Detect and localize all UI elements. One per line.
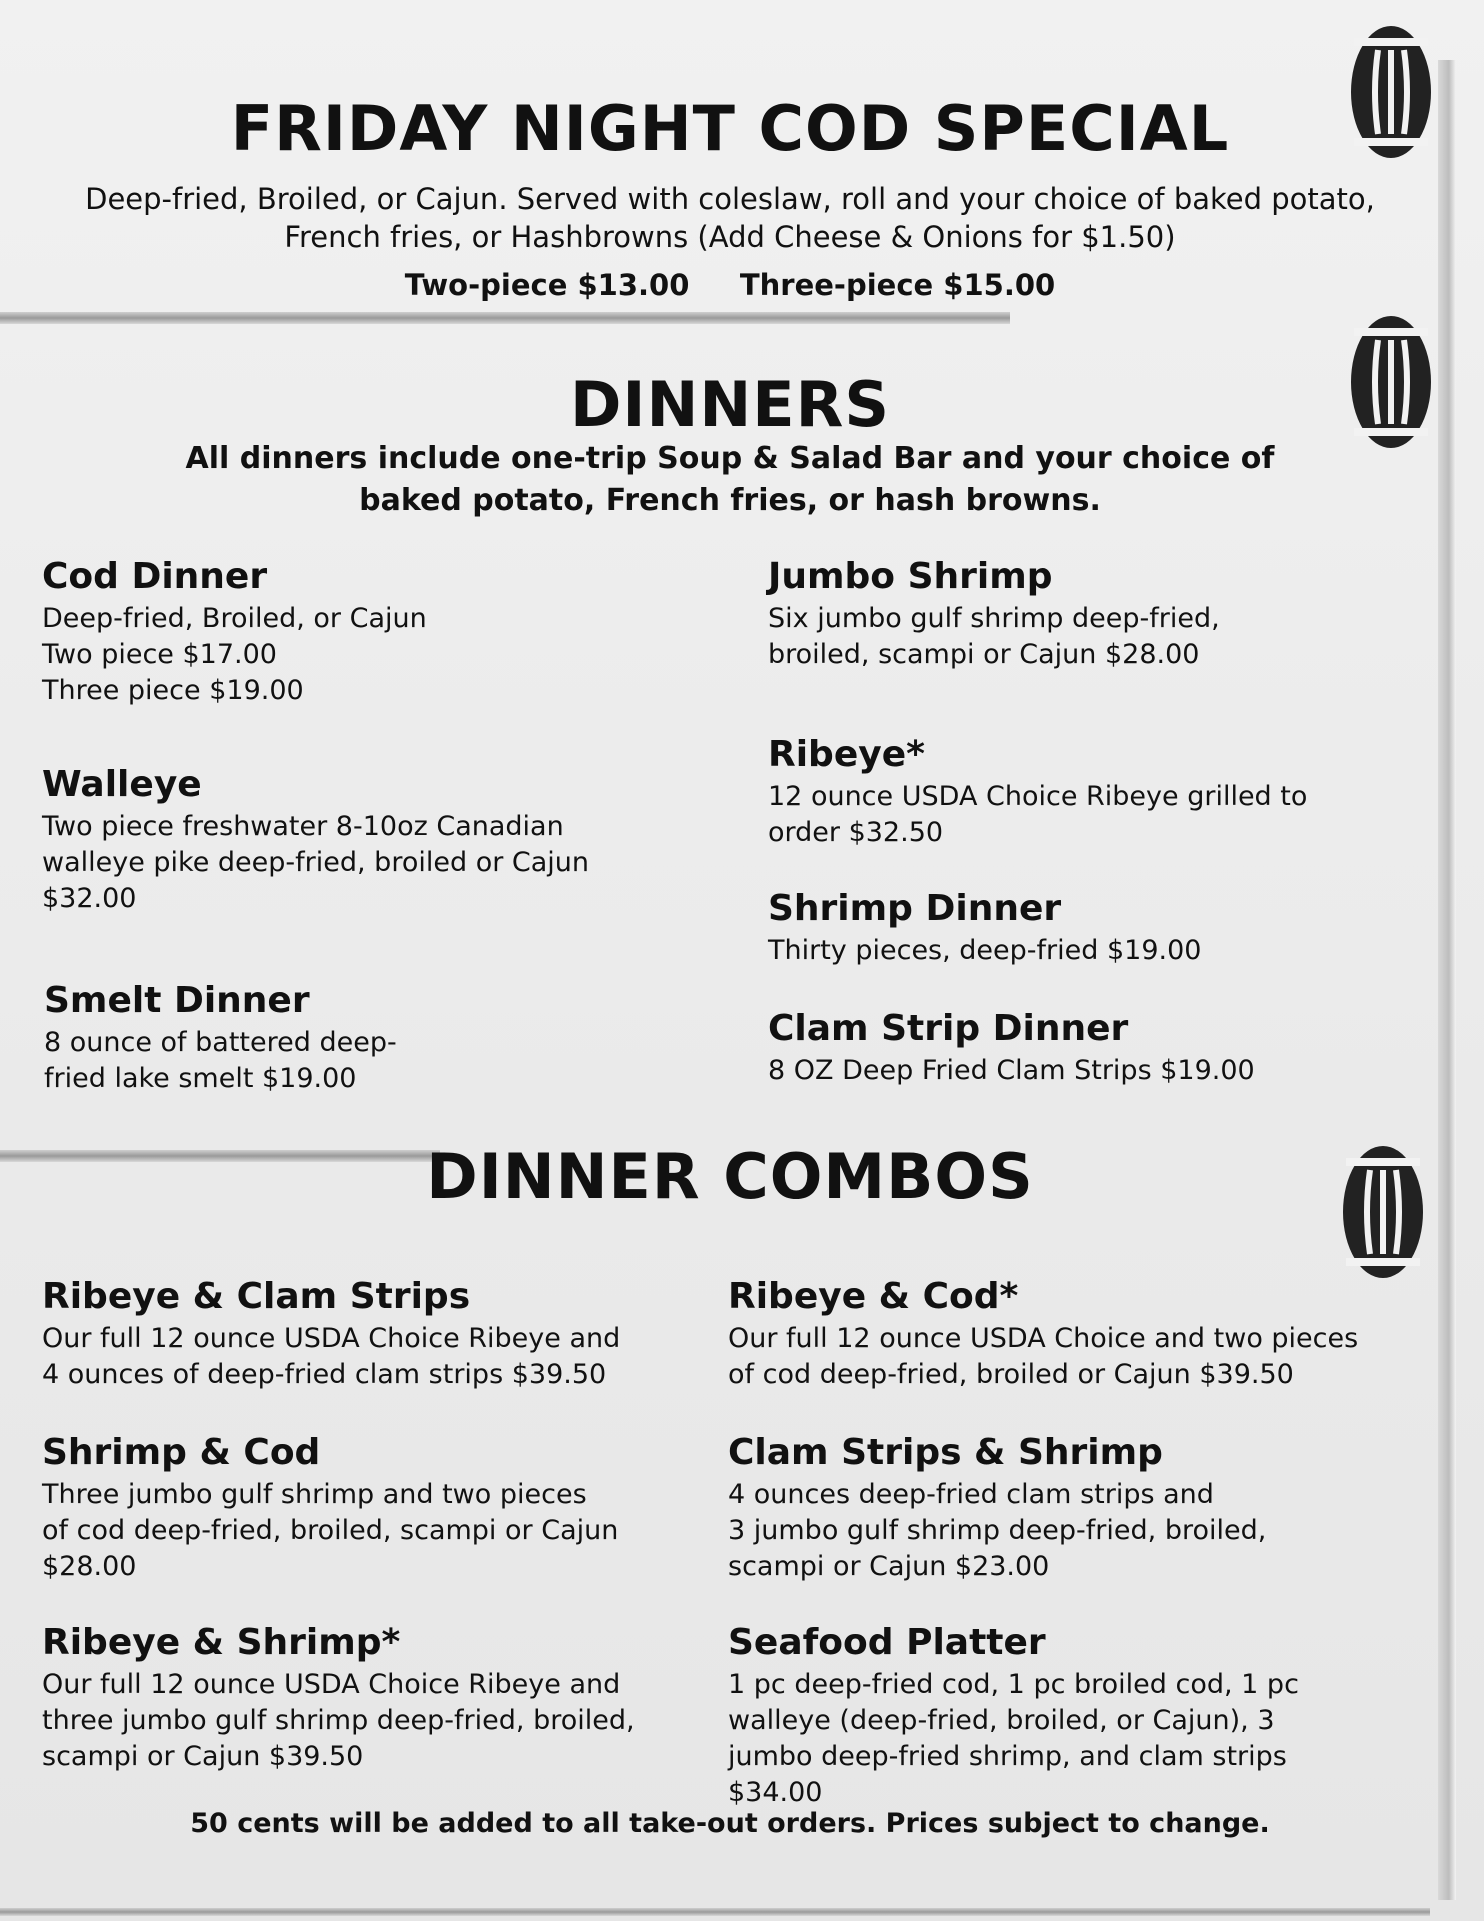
menu-item-cod-dinner	[42, 556, 642, 709]
item-description: Three jumbo gulf shrimp and two pieces of cod deep-fried, broiled, scampi or Cajun $28.00	[42, 1479, 619, 1582]
menu-item-shrimp-cod	[42, 1432, 642, 1585]
menu-item-clam-strip-dinner	[768, 1008, 1368, 1089]
menu-item-shrimp-dinner	[768, 888, 1368, 969]
item-name: Clam Strip Dinner	[768, 1008, 1129, 1049]
item-description: Deep-fried, Broiled, or Cajun Two piece $17.00 Three piece $19.00	[42, 603, 427, 706]
menu-item-smelt-dinner	[44, 980, 644, 1097]
price-two-piece: Two-piece $13.00	[404, 268, 690, 302]
item-name: Ribeye*	[768, 734, 925, 775]
menu-item-ribeye	[768, 734, 1368, 851]
menu-item-ribeye-clam-strips	[42, 1276, 642, 1393]
item-description: Our full 12 ounce USDA Choice Ribeye and three jumbo gulf shrimp deep-fried, broiled, scampi or Cajun $39.50	[42, 1669, 635, 1772]
item-description: Our full 12 ounce USDA Choice Ribeye and 4 ounces of deep-fried clam strips $39.50	[42, 1323, 621, 1390]
special-description: Deep-fried, Broiled, or Cajun. Served with coleslaw, roll and your choice of baked potato, French fries, or Hashbrowns (Add Cheese & Onions for $1.50)	[85, 182, 1375, 254]
divider	[0, 1908, 1430, 1916]
item-name: Clam Strips & Shrimp	[728, 1432, 1163, 1473]
takeout-notice: 50 cents will be added to all take-out orders. Prices subject to change.	[190, 1808, 1270, 1839]
combos-title: DINNER COMBOS	[426, 1140, 1034, 1213]
item-name: Shrimp & Cod	[42, 1432, 321, 1473]
item-description: 8 OZ Deep Fried Clam Strips $19.00	[768, 1055, 1255, 1086]
item-name: Walleye	[42, 764, 202, 805]
item-name: Seafood Platter	[728, 1622, 1046, 1663]
item-name: Ribeye & Clam Strips	[42, 1276, 471, 1317]
item-description: Two piece freshwater 8-10oz Canadian walleye pike deep-fried, broiled or Cajun $32.00	[42, 811, 590, 914]
item-description: Six jumbo gulf shrimp deep-fried, broiled, scampi or Cajun $28.00	[768, 603, 1220, 670]
dinners-title: DINNERS	[569, 368, 891, 441]
special-prices	[0, 268, 1460, 302]
item-name: Ribeye & Cod*	[728, 1276, 1019, 1317]
divider	[0, 312, 1010, 324]
special-title: FRIDAY NIGHT COD SPECIAL	[230, 92, 1230, 165]
item-name: Ribeye & Shrimp*	[42, 1622, 401, 1663]
item-name: Jumbo Shrimp	[768, 556, 1053, 597]
item-description: 8 ounce of battered deep- fried lake smelt $19.00	[44, 1027, 397, 1094]
menu-item-clam-strips-shrimp	[728, 1432, 1388, 1585]
menu-item-walleye	[42, 764, 642, 917]
page-edge	[1438, 60, 1456, 1900]
item-name: Smelt Dinner	[44, 980, 310, 1021]
item-description: 1 pc deep-fried cod, 1 pc broiled cod, 1 pc walleye (deep-fried, broiled, or Cajun), 3 jumbo deep-fried shrimp, and clam strips $34.00	[728, 1669, 1299, 1808]
item-description: 12 ounce USDA Choice Ribeye grilled to order $32.50	[768, 781, 1308, 848]
price-three-piece: Three-piece $15.00	[739, 268, 1056, 302]
item-description: Thirty pieces, deep-fried $19.00	[768, 935, 1202, 966]
menu-item-jumbo-shrimp	[768, 556, 1368, 673]
menu-item-ribeye-cod	[728, 1276, 1388, 1393]
item-description: 4 ounces deep-fried clam strips and 3 jumbo gulf shrimp deep-fried, broiled, scampi or Cajun $23.00	[728, 1479, 1267, 1582]
item-name: Shrimp Dinner	[768, 888, 1062, 929]
item-name: Cod Dinner	[42, 556, 268, 597]
menu-item-ribeye-shrimp	[42, 1622, 642, 1775]
item-description: Our full 12 ounce USDA Choice and two pieces of cod deep-fried, broiled or Cajun $39.50	[728, 1323, 1359, 1390]
menu-item-seafood-platter	[728, 1622, 1388, 1811]
dinners-subtitle: All dinners include one-trip Soup & Salad Bar and your choice of baked potato, French fries, or hash browns.	[185, 441, 1275, 518]
